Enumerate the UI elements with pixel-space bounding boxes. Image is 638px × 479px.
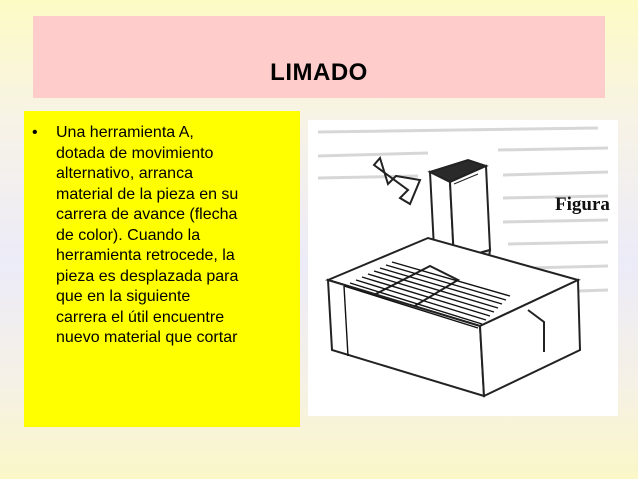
shaping-figure: [308, 120, 618, 416]
workpiece-block: [328, 238, 580, 396]
bullet-symbol: •: [32, 124, 38, 141]
title-band: [33, 16, 605, 98]
bullet-box: [24, 111, 300, 427]
slide-title: LIMADO: [270, 59, 368, 86]
feed-arrow-icon: [374, 158, 420, 204]
bullet-text: Una herramienta A, dotada de movimiento alternativo, arranca material de la pieza en su carrera de avance (flecha de color). Cuando la herramienta retrocede, la pieza es desplazada para que en la siguiente carrera el útil encuentre nuevo material que cortar: [56, 124, 239, 346]
shaping-illustration: [308, 120, 618, 416]
figure-caption: Figura: [555, 194, 610, 215]
